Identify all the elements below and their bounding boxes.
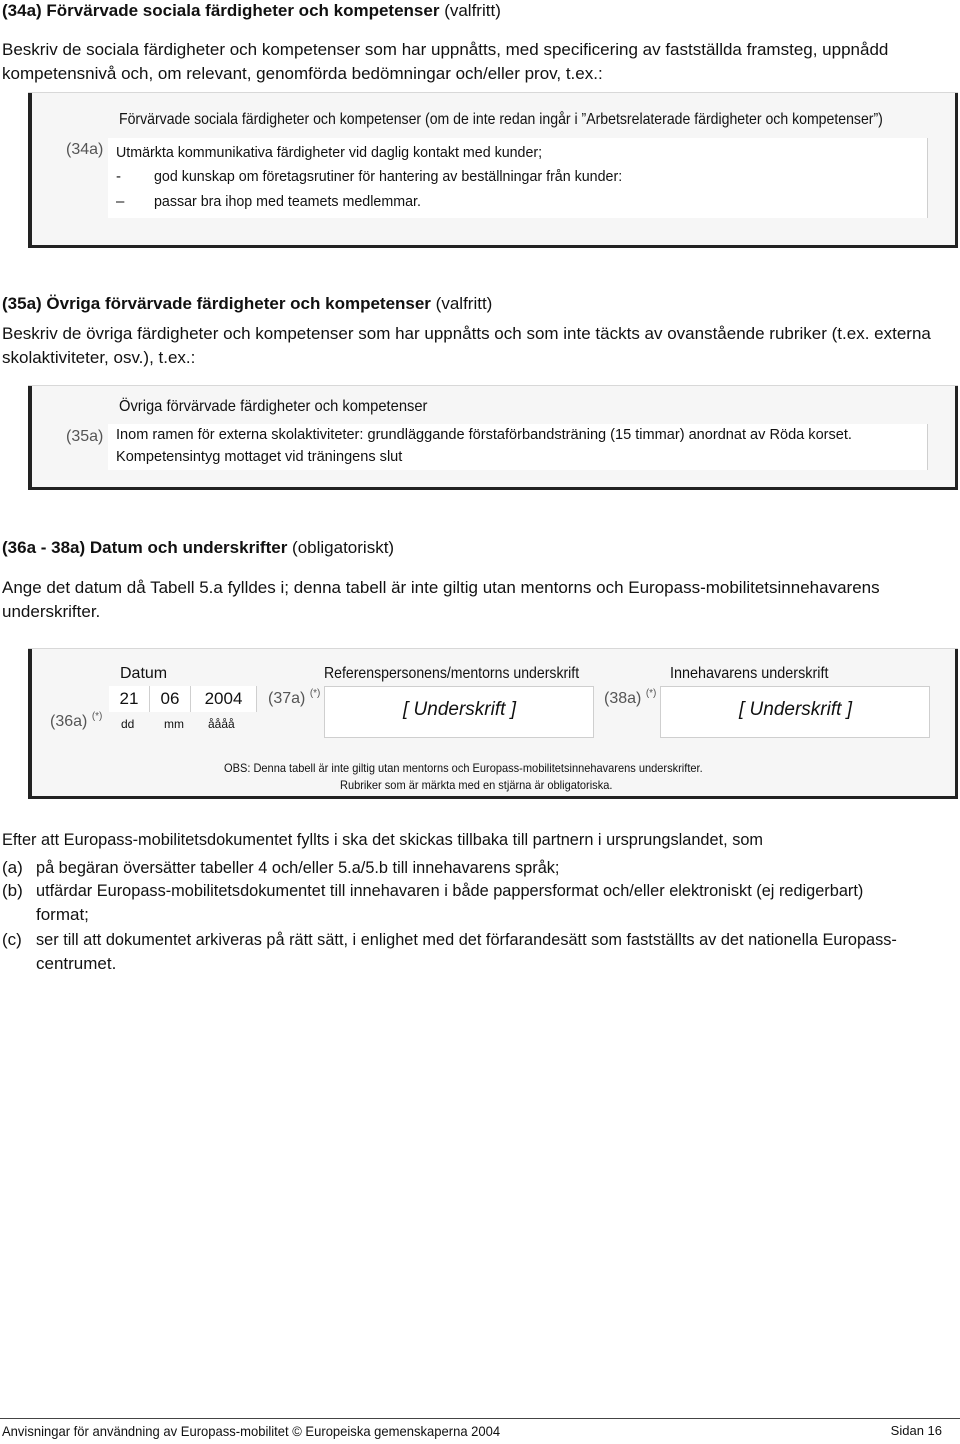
label-36a: (36a) (*) (50, 711, 103, 730)
section-34a-heading-optional: (valfritt) (444, 1, 501, 20)
section-34a-box (28, 92, 958, 248)
list-item-a-key: (a) (2, 858, 23, 877)
label-37a: (37a) (*) (268, 688, 321, 707)
section-35a-line1: Inom ramen för externa skolaktiviteter: grundläggande förstaförbandsträning (15 timmar) anordnat av Röda korset. (116, 426, 852, 443)
holder-signature-text: [ Underskrift ] (739, 699, 852, 720)
holder-signature-field[interactable] (660, 686, 930, 738)
date-year-caption: åååå (208, 717, 235, 731)
mentor-signature-field[interactable] (324, 686, 594, 738)
section-35a-description-line2: skolaktiviteter, osv.), t.ex.: (2, 348, 196, 367)
section-35a-description (2, 322, 931, 370)
list-item-b-key: (b) (2, 881, 23, 900)
list-item-a-text: på begäran översätter tabeller 4 och/eller 5.a/5.b till innehavarens språk; (36, 858, 560, 877)
section-36a-description (2, 576, 880, 624)
section-35a-box-label: (35a) (66, 428, 104, 445)
date-day-field[interactable]: 21 (109, 686, 150, 712)
mentor-signature-text: [ Underskrift ] (403, 699, 516, 720)
section-34a-box-label: (34a) (66, 141, 104, 158)
signature-box (28, 648, 958, 799)
section-34a-description-line2: kompetensnivå och, om relevant, genomförda bedömningar och/eller prov, t.ex.: (2, 64, 603, 83)
label-38a: (38a) (*) (604, 688, 657, 707)
section-35a-heading-optional: (valfritt) (435, 294, 493, 313)
required-star: (*) (645, 688, 657, 699)
section-34a-line3-dash: – (116, 193, 125, 210)
section-35a-heading (2, 294, 492, 314)
section-34a-description-line1: Beskriv de sociala färdigheter och kompetenser som har uppnåtts, med specificering av fastställda framsteg, uppnådd (2, 40, 889, 59)
list-item-b-text2: format; (36, 905, 89, 924)
section-35a-box-title: Övriga förvärvade färdigheter och kompetenser (119, 398, 428, 415)
required-star: (*) (309, 688, 321, 699)
required-star: (*) (91, 711, 103, 722)
section-35a-text-area[interactable] (108, 424, 928, 470)
section-34a-heading-bold: (34a) Förvärvade sociala färdigheter och kompetenser (2, 1, 440, 20)
footer-page-number: Sidan 16 (890, 1423, 942, 1438)
section-34a-box-title: Förvärvade sociala färdigheter och kompetenser (om de inte redan ingår i ”Arbetsrelaterade färdigheter och kompetenser”) (119, 111, 883, 128)
date-day-caption: dd (121, 717, 135, 731)
section-35a-description-line1: Beskriv de övriga färdigheter och kompetenser som har uppnåtts och som inte täckts av ovanstående rubriker (t.ex. externa (2, 324, 931, 343)
date-header: Datum (120, 665, 168, 682)
footer-left: Anvisningar för användning av Europass-mobilitet © Europeiska gemenskaperna 2004 (2, 1423, 501, 1439)
section-34a-line2-dash: - (116, 168, 121, 185)
date-year-field[interactable]: 2004 (191, 686, 257, 712)
signature-note-2: Rubriker som är märkta med en stjärna är obligatoriska. (340, 778, 613, 792)
list-item-c-text1: ser till att dokumentet arkiveras på rätt sätt, i enlighet med det förfarandesätt som fastställts av det nationella Europass- (36, 930, 897, 949)
section-34a-heading (2, 1, 501, 21)
list-item-b-text1: utfärdar Europass-mobilitetsdokumentet till innehavaren i både pappersformat och/eller elektroniskt (ej redigerbart) (36, 881, 864, 900)
list-item-c-key: (c) (2, 930, 22, 949)
footer-divider (0, 1418, 960, 1419)
signature-note-1: OBS: Denna tabell är inte giltig utan mentorns och Europass-mobilitetsinnehavarens underskrifter. (224, 761, 703, 775)
mentor-signature-header: Referenspersonens/mentorns underskrift (324, 665, 580, 682)
section-34a-line1: Utmärkta kommunikativa färdigheter vid daglig kontakt med kunder; (116, 144, 543, 161)
section-36a-heading (2, 538, 394, 558)
list-item-c-text2: centrumet. (36, 954, 117, 973)
section-34a-text-area[interactable] (108, 138, 928, 218)
section-34a-line3: passar bra ihop med teamets medlemmar. (154, 193, 421, 210)
section-36a-heading-bold: (36a - 38a) Datum och underskrifter (2, 538, 288, 557)
date-month-caption: mm (164, 717, 184, 731)
date-month-field[interactable]: 06 (150, 686, 191, 712)
section-35a-box (28, 385, 958, 490)
section-35a-line2: Kompetensintyg mottaget vid träningens slut (116, 448, 403, 465)
section-36a-description-line1: Ange det datum då Tabell 5.a fylldes i; denna tabell är inte giltig utan mentorns och Europass-mobilitetsinnehavarens (2, 578, 880, 597)
after-intro: Efter att Europass-mobilitetsdokumentet fyllts i ska det skickas tillbaka till partnern i ursprungslandet, som (2, 830, 764, 849)
section-34a-description (2, 38, 888, 86)
holder-signature-header: Innehavarens underskrift (670, 665, 829, 682)
section-36a-description-line2: underskrifter. (2, 602, 101, 621)
section-36a-heading-mandatory: (obligatoriskt) (292, 538, 395, 557)
section-35a-heading-bold: (35a) Övriga förvärvade färdigheter och kompetenser (2, 294, 431, 313)
section-34a-line2: god kunskap om företagsrutiner för hantering av beställningar från kunder: (154, 168, 623, 185)
